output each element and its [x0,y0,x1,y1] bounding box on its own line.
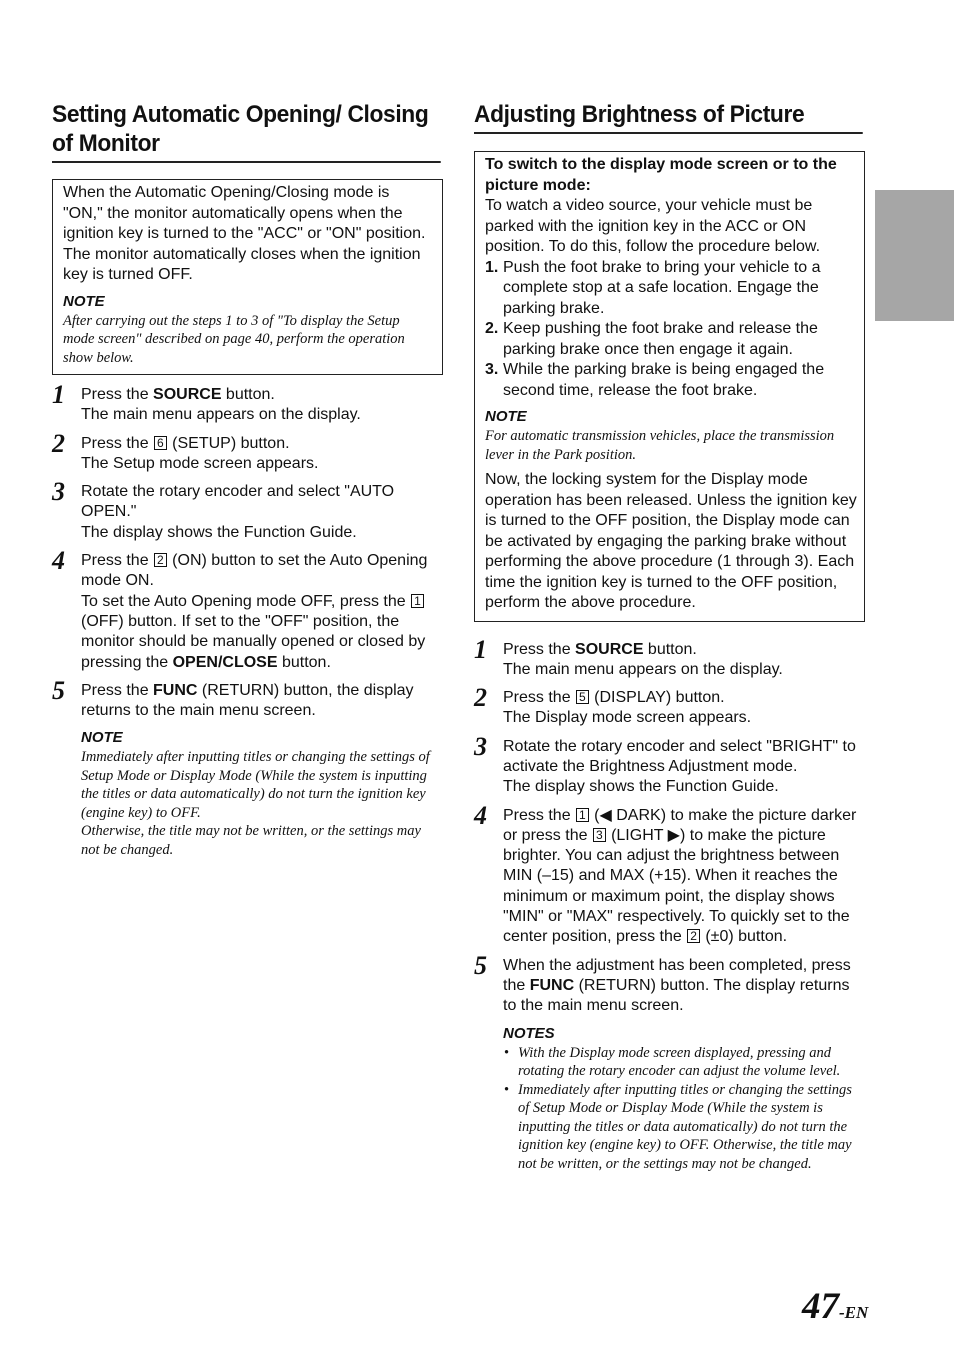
step-text: (◀ DARK) to make the picture darker or press the [503,806,857,844]
key-glyph: 3 [593,828,606,842]
note-item: • Immediately after inputting titles or changing the settings of Setup Mode or Display Mode (While the system is inputting the titles or data automatically) do not turn the ignition key (engine key) to OFF. Otherwise, the title may not be written, or the settings may not be changed. [503,1081,865,1174]
step-text: (RETURN) button, the display returns to the main menu screen. [81,681,414,720]
key-glyph: 2 [687,929,700,943]
left-step-4 [52,546,443,673]
step-text: Rotate the rotary encoder and select "AUTO OPEN." [81,483,395,521]
step-text: (RETURN) button. The display returns to the main menu screen. [503,976,850,1015]
step-bold: FUNC [153,681,198,699]
right-info-box [474,151,865,622]
left-step-1 [52,380,443,426]
section-tab [875,190,954,321]
right-steps [474,634,865,1174]
step-result: The display shows the Function Guide. [81,523,357,541]
box-note-heading: NOTE [485,408,527,425]
box-procedure-list [485,258,864,402]
step-number: 5 [52,675,65,705]
list-item: 2. Keep pushing the foot brake and release the parking brake once then engage it again. [485,320,818,358]
box-heading: To switch to the display mode screen or to the picture mode: [485,156,837,194]
step-text: Press the [81,681,154,699]
step-number: 2 [474,683,487,713]
note-text: Otherwise, the title may not be written, or the settings may not be changed. [81,823,421,858]
notes-heading: NOTES [503,1024,555,1042]
page-number: 47-EN [802,1286,869,1327]
step-text: Rotate the rotary encoder and select "BRIGHT" to activate the Brightness Adjustment mode. [503,737,856,775]
step-text: To set the Auto Opening mode OFF, press the [81,592,411,610]
step-result: The display shows the Function Guide. [503,778,779,796]
step-result: The Display mode screen appears. [503,709,752,727]
right-step-4 [474,800,865,948]
box-intro: To watch a video source, your vehicle must be parked with the ignition key in the ACC or ON position. To do this, follow the procedure below. [485,197,821,255]
step-number: 1 [52,380,65,409]
step-result: The main menu appears on the display. [503,660,783,678]
step-text: When the adjustment has been completed, press the [503,956,851,994]
box-outro: Now, the locking system for the Display mode operation has been released. Unless the ignition key is turned to the OFF position, the Display mode can be activated by engaging the parking brake without performing the above procedure (1 through 3). Each time the ignition key is turned to the OFF position, perform the above procedure. [485,471,857,611]
right-section-title: Adjusting Brightness of Picture [474,100,863,134]
notes-list [503,1044,865,1174]
right-steps-notes [474,1025,865,1174]
left-steps [52,380,443,859]
box-note-text: For automatic transmission vehicles, place the transmission lever in the Park position. [485,428,835,463]
step-bold: FUNC [529,976,575,994]
left-box-text: When the Automatic Opening/Closing mode is "ON," the monitor automatically opens when the ignition key is turned to the "ACC" or "ON" position. The monitor automatically closes when the ignition key is turned OFF. [63,184,426,283]
step-text: button. [221,386,275,403]
step-bold: SOURCE [153,386,222,403]
step-text: button. [277,653,331,671]
step-number: 3 [474,731,487,761]
step-number: 1 [474,634,487,664]
key-glyph: 1 [576,808,589,822]
step-number: 5 [474,950,487,980]
left-step-5 [52,675,443,722]
step-result: The Setup mode screen appears. [81,454,319,472]
step-text: Press the [81,434,154,452]
right-step-2 [474,683,865,729]
key-glyph: 1 [411,594,424,608]
note-heading: NOTE [81,729,123,747]
left-box-note-text: After carrying out the steps 1 to 3 of "To display the Setup mode screen" described on page 40, perform the operation show below. [63,312,405,366]
key-glyph: 6 [154,436,167,450]
step-text: (ON) button to set the Auto Opening mode ON. [81,552,428,590]
step-text: (±0) button. [700,928,788,946]
left-box-note-heading: NOTE [63,292,105,310]
step-bold: SOURCE [575,640,644,658]
left-section-title: Setting Automatic Opening/ Closing of Monitor [52,100,441,163]
step-text: Press the [81,386,154,403]
step-number: 3 [52,477,65,507]
left-step-2 [52,428,443,475]
step-text: Press the [503,689,576,707]
right-step-3 [474,731,865,798]
right-column [474,100,865,1173]
key-glyph: 2 [154,553,167,567]
step-text: Press the [81,552,154,570]
step-text: Press the [503,806,576,824]
left-steps-note [52,729,443,859]
step-text: (OFF) button. If set to the "OFF" position, the monitor should be manually opened or closed by pressing the [81,612,426,671]
note-item: • With the Display mode screen displayed, pressing and rotating the rotary encoder can adjust the volume level. [503,1044,865,1081]
left-column [52,100,443,859]
step-text: (LIGHT ▶) to make the picture brighter. You can adjust the brightness between MIN (–15) and MAX (+15). When it reaches the minimum or maximum point, the display shows "MIN" or "MAX" respectively. To quickly set to the center position, press the [503,826,850,946]
step-number: 2 [52,428,65,458]
left-info-box [52,179,443,375]
right-step-5 [474,950,865,1017]
right-step-1 [474,634,865,681]
step-number: 4 [52,546,65,576]
note-text: Immediately after inputting titles or changing the settings of Setup Mode or Display Mode (While the system is inputting the titles or data automatically) do not turn the ignition key (engine key) to OFF. [81,749,430,821]
list-item: 3. While the parking brake is being engaged the second time, release the foot brake. [485,361,825,399]
step-text: (DISPLAY) button. [589,689,725,707]
step-bold: OPEN/CLOSE [172,653,278,671]
step-number: 4 [474,800,487,830]
step-text: Press the [503,640,576,658]
step-text: (SETUP) button. [167,434,290,452]
step-text: button. [643,640,697,658]
left-step-3 [52,477,443,543]
key-glyph: 5 [576,690,589,704]
list-item: 1. Push the foot brake to bring your vehicle to a complete stop at a safe location. Engage the parking brake. [485,258,821,317]
step-result: The main menu appears on the display. [81,406,361,424]
